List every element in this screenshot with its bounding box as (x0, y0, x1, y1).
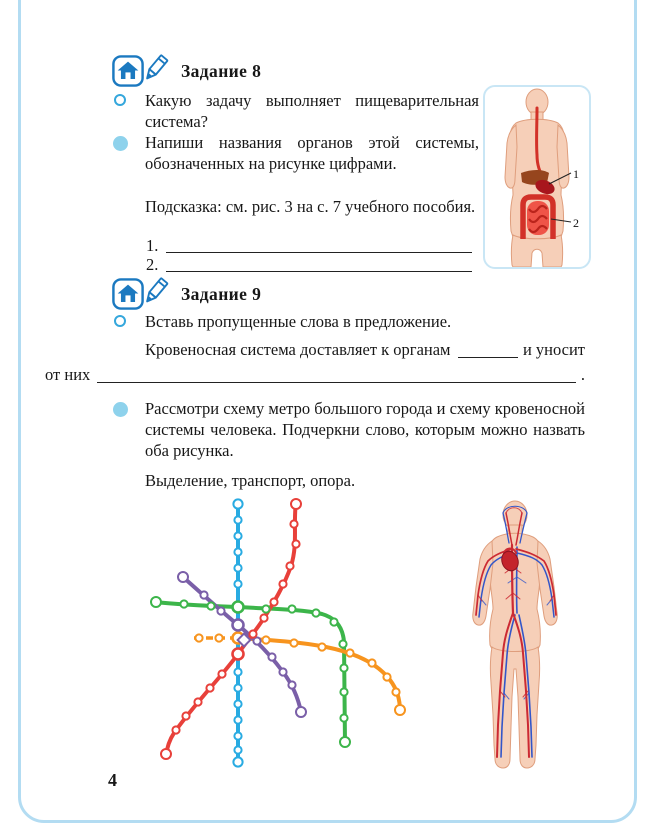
question-bullet-open (114, 94, 126, 106)
sentence-line-1 (145, 339, 585, 360)
sentence-part-3: от них (45, 365, 91, 384)
task9-options: Выделение, транспорт, опора. (145, 471, 356, 490)
sentence-terminator: . (580, 365, 585, 384)
task9-question-1: Вставь пропущенные слова в предложение. (145, 312, 452, 331)
page-number: 4 (108, 770, 117, 790)
task9-title: Задание 9 (181, 283, 262, 304)
metro-lines (156, 502, 400, 762)
task-bullet-filled (113, 402, 128, 417)
metro-map-figure (126, 492, 426, 782)
task9-question-2: Рассмотри схему метро большого города и схему кровеносной системы человека. Подчеркни слово, которым можно назвать оба рисунка. (145, 399, 585, 460)
circulatory-figure (448, 497, 583, 775)
digestive-figure-box (483, 85, 591, 269)
sentence-blank-1 (458, 344, 518, 358)
sentence-part-1: Кровеносная система доставляет к органам (145, 340, 451, 359)
answer-line-2-label: 2. (146, 255, 159, 274)
figure-label-1: 1 (573, 167, 579, 181)
answer-line-1 (146, 236, 472, 255)
human-body (473, 501, 558, 768)
answer-line-1-label: 1. (146, 236, 159, 255)
task8-title: Задание 8 (181, 60, 262, 81)
answer-blank-1 (166, 239, 472, 253)
answer-blank-2 (166, 258, 472, 272)
task8-question-1: Какую задачу выполняет пищеварительная система? (145, 91, 479, 131)
metro-line-green (156, 602, 345, 744)
task8-header (112, 54, 261, 88)
answer-line-2 (146, 255, 472, 274)
sentence-blank-2 (97, 369, 576, 383)
digestive-figure (485, 87, 589, 267)
question-bullet-open (114, 315, 126, 327)
figure-label-2: 2 (573, 216, 579, 230)
metro-stations-purple (178, 572, 306, 717)
task8-question-2: Напиши названия органов этой системы, обозначенных на рисунке цифрами. (145, 133, 479, 173)
sentence-line-2 (45, 364, 585, 385)
pencil-icon (139, 276, 171, 308)
pencil-icon (139, 53, 171, 85)
task-bullet-filled (113, 136, 128, 151)
task9-header (112, 277, 261, 311)
sentence-part-2: и уносит (522, 340, 585, 359)
task8-hint: Подсказка: см. рис. 3 на с. 7 учебного пособия. (145, 197, 476, 216)
